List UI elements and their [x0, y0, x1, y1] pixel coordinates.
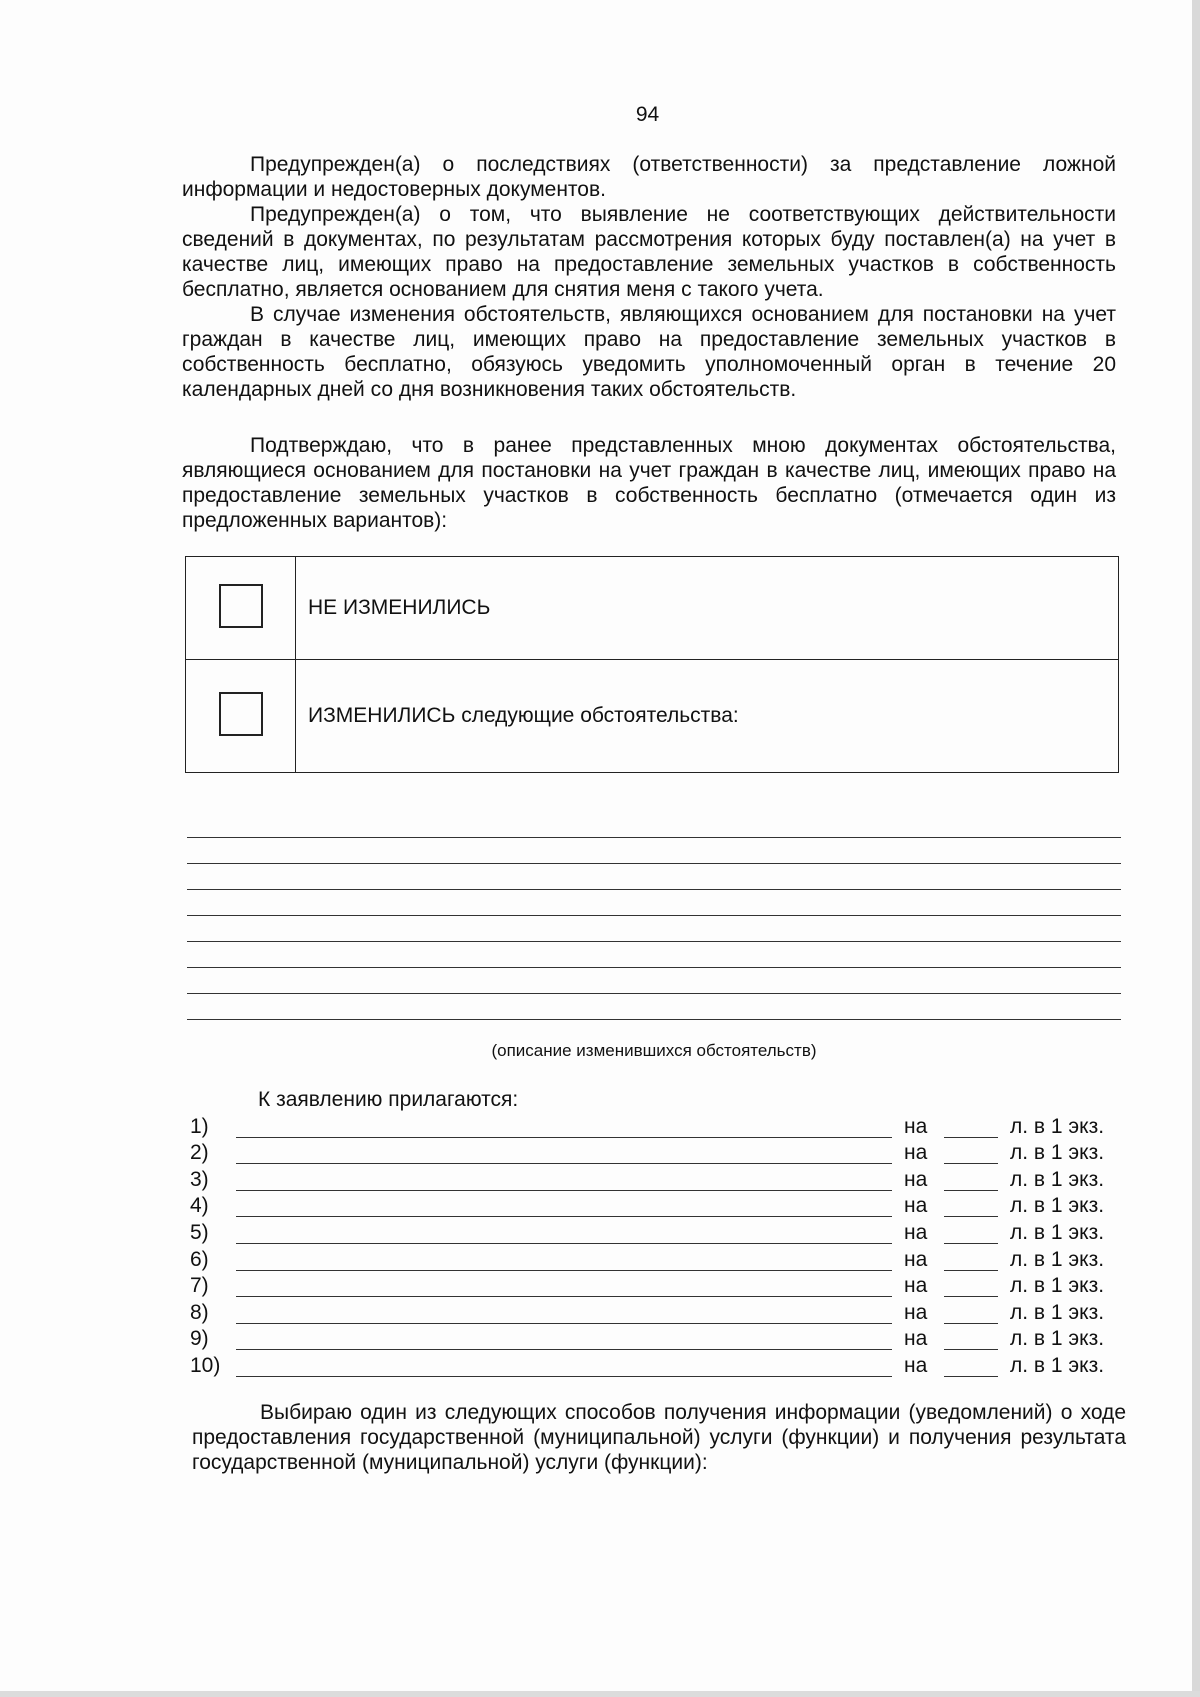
- attachment-name-field[interactable]: [236, 1196, 892, 1217]
- attachment-pages-field[interactable]: [944, 1223, 998, 1244]
- paragraph-warning-false-info: Предупрежден(а) о том, что выявление не соответствующих действительности сведений в документах, по результатам рассмотрения которых буду поставлен(а) на учет в качестве лиц, имеющих право на предоставление земельных участков в собственность бесплатно, является основанием для снятия меня с такого учета.: [182, 203, 1116, 301]
- attachment-name-field[interactable]: [236, 1276, 892, 1297]
- attachment-name-field[interactable]: [236, 1143, 892, 1164]
- attachment-pages-field[interactable]: [944, 1276, 998, 1297]
- attachment-number: 8): [190, 1300, 209, 1324]
- attachment-copies-label: л. в 1 экз.: [1010, 1194, 1105, 1218]
- attachment-copies-label: л. в 1 экз.: [1010, 1220, 1105, 1244]
- attachment-on-label: на: [904, 1194, 928, 1218]
- attachment-on-label: на: [904, 1327, 928, 1351]
- checkbox-changed[interactable]: [219, 692, 263, 736]
- attachment-name-field[interactable]: [236, 1329, 892, 1350]
- scan-edge-right: [1192, 0, 1200, 1697]
- options-table: [185, 556, 1119, 773]
- write-line[interactable]: [187, 890, 1121, 916]
- attachment-copies-label: л. в 1 экз.: [1010, 1274, 1105, 1298]
- attachment-number: 4): [190, 1194, 209, 1218]
- attachment-number: 7): [190, 1274, 209, 1298]
- write-line[interactable]: [187, 942, 1121, 968]
- attachment-row: [190, 1164, 1120, 1191]
- attachment-number: 10): [190, 1353, 221, 1377]
- attachment-row: [190, 1217, 1120, 1244]
- attachment-pages-field[interactable]: [944, 1303, 998, 1324]
- attachment-on-label: на: [904, 1353, 928, 1377]
- changes-description-lines[interactable]: [187, 812, 1121, 1020]
- attachment-on-label: на: [904, 1274, 928, 1298]
- attachment-on-label: на: [904, 1114, 928, 1138]
- attachment-pages-field[interactable]: [944, 1356, 998, 1377]
- attachment-row: [190, 1271, 1120, 1298]
- option-row-changed: [186, 660, 1119, 773]
- write-line[interactable]: [187, 916, 1121, 942]
- attachment-pages-field[interactable]: [944, 1143, 998, 1164]
- attachment-pages-field[interactable]: [944, 1196, 998, 1217]
- attachments-list: [190, 1111, 1120, 1377]
- attachment-row: [190, 1350, 1120, 1377]
- attachment-name-field[interactable]: [236, 1117, 892, 1138]
- attachment-number: 2): [190, 1141, 209, 1165]
- method-block: [192, 1400, 1126, 1475]
- attachment-copies-label: л. в 1 экз.: [1010, 1300, 1105, 1324]
- option-row-unchanged: [186, 557, 1119, 660]
- paragraph-warning-liability: Предупрежден(а) о последствиях (ответственности) за представление ложной информации и недостоверных документов.: [182, 153, 1116, 201]
- paragraph-choose-method: Выбираю один из следующих способов получения информации (уведомлений) о ходе предоставления государственной (муниципальной) услуги (функции) и получения результата государственной (муниципальной) услуги (функции):: [192, 1401, 1126, 1474]
- attachment-number: 9): [190, 1327, 209, 1351]
- write-line[interactable]: [187, 812, 1121, 838]
- paragraph-notify-changes: В случае изменения обстоятельств, являющихся основанием для постановки на учет граждан в качестве лиц, имеющих право на предоставление земельных участков в собственность бесплатно, обязуюсь уведомить уполномоченный орган в течение 20 календарных дней со дня возникновения таких обстоятельств.: [182, 303, 1116, 401]
- attachment-number: 6): [190, 1247, 209, 1271]
- attachment-copies-label: л. в 1 экз.: [1010, 1141, 1105, 1165]
- attachment-row: [190, 1138, 1120, 1165]
- attachment-on-label: на: [904, 1247, 928, 1271]
- attachment-row: [190, 1111, 1120, 1138]
- attachment-row: [190, 1191, 1120, 1218]
- attachment-name-field[interactable]: [236, 1223, 892, 1244]
- attachment-copies-label: л. в 1 экз.: [1010, 1114, 1105, 1138]
- attachment-on-label: на: [904, 1220, 928, 1244]
- attachment-name-field[interactable]: [236, 1356, 892, 1377]
- attachments-title: К заявлению прилагаются:: [258, 1088, 519, 1111]
- attachment-pages-field[interactable]: [944, 1170, 998, 1191]
- attachment-copies-label: л. в 1 экз.: [1010, 1327, 1105, 1351]
- attachment-number: 3): [190, 1167, 209, 1191]
- attachment-row: [190, 1324, 1120, 1351]
- scan-edge-bottom: [0, 1691, 1200, 1697]
- attachment-copies-label: л. в 1 экз.: [1010, 1353, 1105, 1377]
- attachment-row: [190, 1244, 1120, 1271]
- paragraph-confirm: Подтверждаю, что в ранее представленных мною документах обстоятельства, являющиеся основанием для постановки на учет граждан в качестве лиц, имеющих право на предоставление земельных участков в собственность бесплатно (отмечается один из предложенных вариантов):: [182, 434, 1116, 532]
- attachment-number: 1): [190, 1114, 209, 1138]
- attachment-name-field[interactable]: [236, 1170, 892, 1191]
- confirm-block: [182, 433, 1116, 533]
- option-label-unchanged: НЕ ИЗМЕНИЛИСЬ: [296, 557, 1119, 660]
- option-label-changed: ИЗМЕНИЛИСЬ следующие обстоятельства:: [296, 660, 1119, 773]
- attachment-number: 5): [190, 1220, 209, 1244]
- attachment-pages-field[interactable]: [944, 1250, 998, 1271]
- attachment-copies-label: л. в 1 экз.: [1010, 1167, 1105, 1191]
- attachment-copies-label: л. в 1 экз.: [1010, 1247, 1105, 1271]
- write-line[interactable]: [187, 994, 1121, 1020]
- attachment-pages-field[interactable]: [944, 1329, 998, 1350]
- attachment-row: [190, 1297, 1120, 1324]
- write-line[interactable]: [187, 864, 1121, 890]
- attachment-name-field[interactable]: [236, 1250, 892, 1271]
- attachment-pages-field[interactable]: [944, 1117, 998, 1138]
- warnings-block: [182, 152, 1116, 402]
- changes-caption: (описание изменившихся обстоятельств): [491, 1041, 817, 1060]
- attachment-on-label: на: [904, 1167, 928, 1191]
- attachment-name-field[interactable]: [236, 1303, 892, 1324]
- page-number: 94: [635, 103, 660, 126]
- write-line[interactable]: [187, 838, 1121, 864]
- attachment-on-label: на: [904, 1300, 928, 1324]
- write-line[interactable]: [187, 968, 1121, 994]
- attachment-on-label: на: [904, 1141, 928, 1165]
- checkbox-unchanged[interactable]: [219, 584, 263, 628]
